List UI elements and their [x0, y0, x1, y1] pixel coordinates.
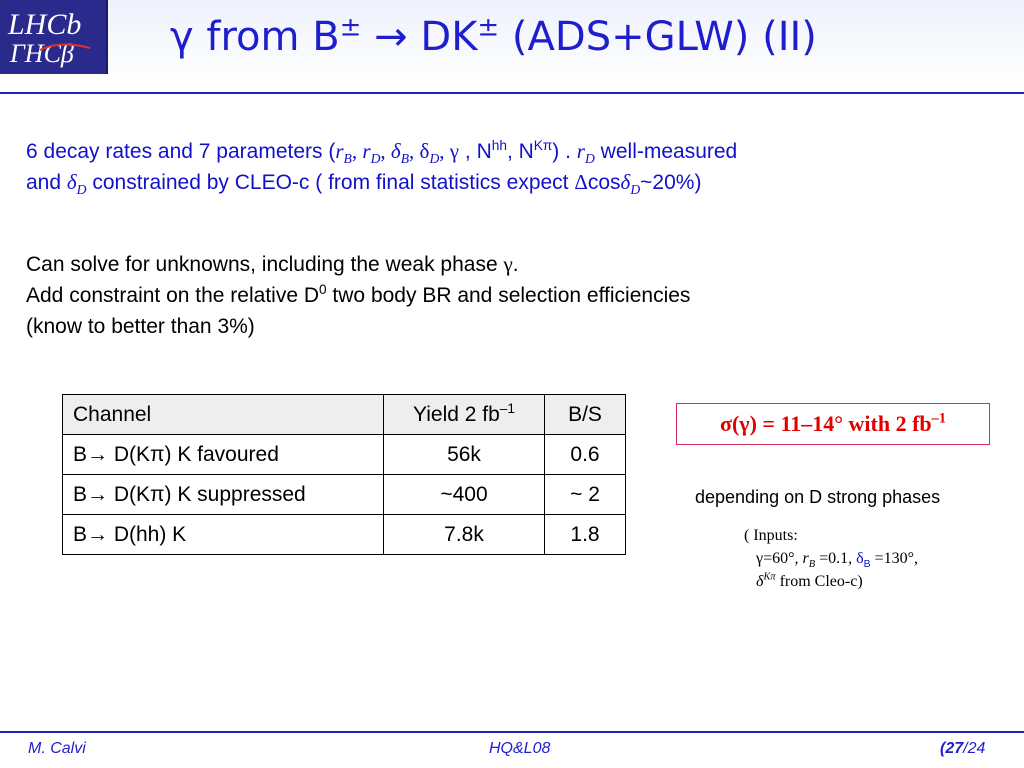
cell-channel: B→ D(Kπ) K favoured [63, 435, 384, 475]
header-yield-sup: –1 [499, 400, 515, 416]
sym-nkpi: , N [506, 140, 534, 163]
title-pm1: ± [339, 12, 362, 43]
para2-line2b: two body BR and selection efficiencies [326, 284, 691, 307]
sym-deltaB: δ [390, 139, 401, 163]
header-yield [384, 395, 545, 435]
intro-text-2: ) . [552, 140, 577, 163]
cell-bs: 1.8 [545, 515, 626, 555]
table-row [63, 435, 626, 475]
sym-rD-2-sub: D [584, 151, 595, 167]
intro-text-6: ~20%) [640, 171, 702, 194]
sym-cos: cos [587, 171, 621, 194]
title-pm2: ± [477, 12, 500, 43]
inputs-deltaB: δ [856, 550, 864, 567]
sigma-result-sup: –1 [931, 410, 946, 427]
sym-rD-2: r [576, 139, 585, 163]
header-bs: B/S [545, 395, 626, 435]
table-header-row [63, 395, 626, 435]
sym-deltaD-2-sub: D [76, 182, 87, 198]
sym-nhh: , N [459, 140, 492, 163]
cell-yield: 56k [384, 435, 545, 475]
lhcb-logo [0, 0, 108, 74]
title-rest: (ADS+GLW) (II) [499, 14, 817, 60]
sym-deltaD-3: δ [620, 170, 631, 194]
inputs-rB-sub: B [808, 559, 816, 571]
footer-conference: HQ&L08 [489, 740, 551, 757]
sym-rB: r [335, 139, 344, 163]
para2-line3: (know to better than 3%) [26, 315, 255, 338]
sym-deltaD-2: δ [66, 170, 77, 194]
title-gamma: γ [170, 14, 194, 60]
logo-line2: ΓHCβ [10, 39, 74, 68]
footer-page: (27 [940, 740, 964, 757]
inputs-note [744, 524, 918, 593]
intro-text-4: and [26, 171, 67, 194]
para2-line1: Can solve for unknowns, including the weak phase [26, 253, 504, 276]
title-from: from B [193, 14, 340, 60]
inputs-rB: r [802, 550, 809, 567]
sym-deltaD-sub: D [429, 151, 440, 167]
footer-divider [0, 731, 1024, 733]
cell-yield: 7.8k [384, 515, 545, 555]
intro-text-1: 6 decay rates and 7 parameters ( [26, 140, 336, 163]
cell-yield: ~400 [384, 475, 545, 515]
table-row [63, 515, 626, 555]
cell-channel: B→ D(Kπ) K suppressed [63, 475, 384, 515]
para2-gamma: γ [503, 252, 513, 276]
inputs-line3: from Cleo-c) [775, 573, 863, 590]
sym-deltaD: δ [419, 139, 430, 163]
title-divider [0, 92, 1024, 94]
sigma-result-text: σ(γ) = 11–14° with 2 fb [720, 411, 932, 436]
unknowns-paragraph [26, 249, 886, 342]
cell-bs: 0.6 [545, 435, 626, 475]
cell-channel: B→ D(hh) K [63, 515, 384, 555]
intro-paragraph: 6 decay rates and 7 parameters ($r_B$, $r_D$, $\delta_B$, $\delta_D$, γ , $N^{hh}$, $N^{K\pi}$) . $r_D$ well-measured and $\delta_D$ constrained by CLEO-c ( from final statistics expect Δcosδ$_D$~20%) [26, 138, 738, 198]
yield-table [62, 394, 626, 555]
header-channel: Channel [63, 395, 384, 435]
inputs-deltaB-sub: B [863, 559, 871, 571]
logo-line1: LHCb [8, 8, 82, 41]
sym-nkpi-sup: Kπ [533, 138, 553, 153]
header-yield-label: Yield 2 fb [413, 402, 500, 426]
intro-text-3: well-measured [594, 140, 738, 163]
para2-line2-sup: 0 [319, 282, 327, 297]
sym-rD: r [362, 139, 371, 163]
sym-rD-sub: D [370, 151, 381, 167]
slide-title [170, 14, 817, 60]
strong-phase-note: depending on D strong phases [695, 487, 941, 507]
para2-line1-end: . [512, 253, 519, 276]
para2-line2a: Add constraint on the relative D [26, 284, 319, 307]
sym-deltaB-sub: B [400, 151, 410, 167]
sigma-result-box [676, 403, 990, 445]
sym-gamma: γ [449, 139, 460, 163]
inputs-deltaB-value: =130°, [870, 550, 919, 567]
table-row [63, 475, 626, 515]
footer-total: /24 [963, 740, 986, 757]
inputs-deltaK: δ [756, 573, 764, 590]
inputs-gamma: γ=60°, [756, 550, 803, 567]
inputs-line1: ( Inputs: [744, 527, 798, 544]
sym-Delta: Δ [574, 170, 588, 194]
footer-author: M. Calvi [28, 740, 86, 757]
footer-page-number [940, 740, 985, 758]
inputs-rB-value: =0.1, [815, 550, 857, 567]
sym-deltaD-3-sub: D [630, 182, 641, 198]
sym-nhh-sup: hh [491, 138, 507, 153]
title-dk: DK [420, 14, 478, 60]
intro-text-5: constrained by CLEO-c ( from final statistics expect [86, 171, 575, 194]
sym-rB-sub: B [343, 151, 352, 167]
title-arrow: → [361, 14, 421, 60]
cell-bs: ~ 2 [545, 475, 626, 515]
inputs-deltaK-sup: Kπ [763, 571, 776, 583]
